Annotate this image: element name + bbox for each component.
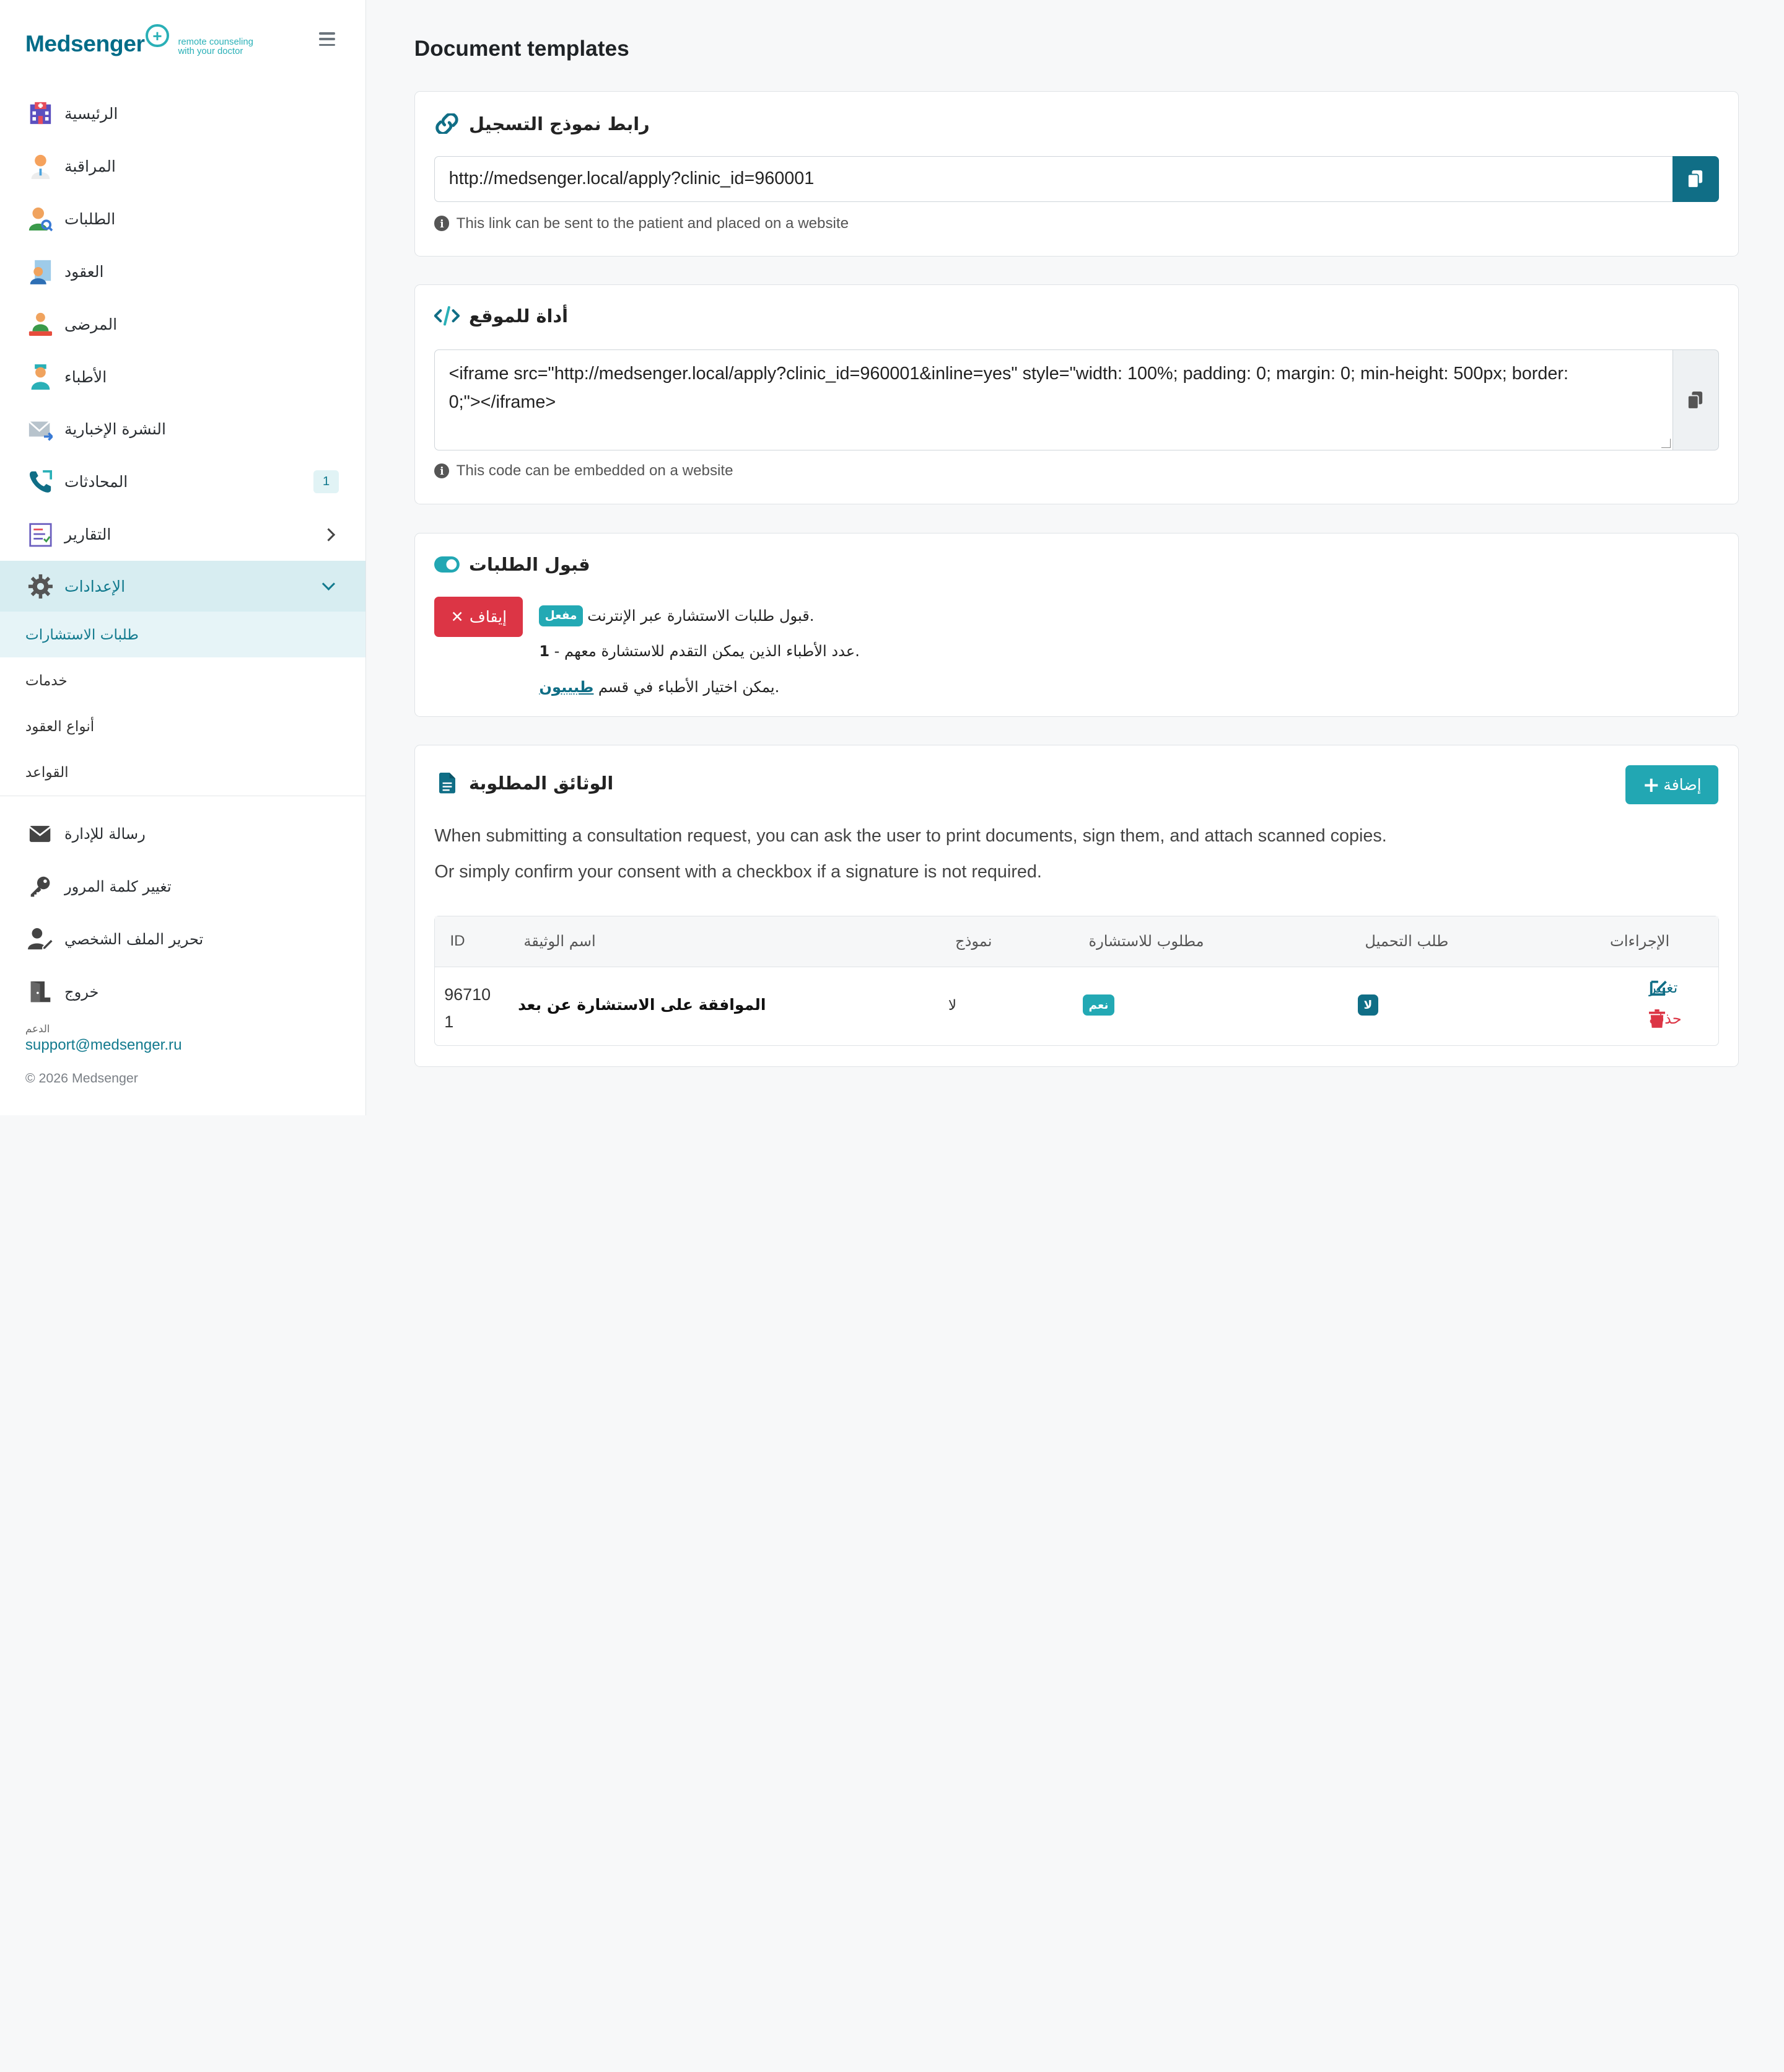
doctors-select-text: يمكن اختيار الأطباء في قسم: [598, 678, 775, 696]
registration-link-card: [414, 91, 1739, 257]
sidebar-item-label: العقود: [64, 262, 104, 281]
cell-form: لا: [948, 996, 957, 1014]
brand[interactable]: [0, 0, 365, 87]
chevron-down-icon: [322, 577, 335, 590]
col-required: مطلوب للاستشارة: [1088, 932, 1204, 950]
subnav-services[interactable]: خدمات: [25, 672, 68, 689]
sidebar-item-label: المرضى: [64, 315, 118, 333]
user-search-icon: [28, 206, 53, 232]
accept-requests-title: [434, 552, 590, 577]
sidebar-item-message-admin[interactable]: [0, 808, 365, 861]
logo-tagline: [178, 38, 253, 56]
sidebar-item-label: الإعدادات: [64, 577, 126, 595]
sidebar-item-label: المراقبة: [64, 157, 116, 175]
add-label: إضافة: [1663, 775, 1702, 794]
sidebar-item-label: الطلبات: [64, 209, 116, 228]
code-icon: [434, 304, 460, 329]
add-document-button[interactable]: [1625, 765, 1718, 804]
doctors-select-line: طبيبون يمكن اختيار الأطباء في قسم .: [539, 678, 780, 696]
required-documents-card: [414, 745, 1739, 1067]
copyright: © 2026 Medsenger: [25, 1070, 138, 1086]
chevron-right-icon: [322, 528, 335, 541]
registration-link-input[interactable]: http://medsenger.local/apply?clinic_id=960001: [434, 156, 1672, 202]
sidebar-item-settings[interactable]: [0, 561, 365, 612]
cell-document-name[interactable]: الموافقة على الاستشارة عن بعد: [518, 996, 766, 1014]
widget-code-line-2: 0;"></iframe>: [448, 392, 556, 413]
user-edit-icon: [28, 926, 53, 952]
info-icon: i: [434, 216, 449, 230]
accept-requests-card: [414, 533, 1739, 717]
copy-icon: [1687, 170, 1703, 188]
hint-text: This link can be sent to the patient and placed on a website: [456, 214, 849, 232]
col-name: اسم الوثيقة: [523, 932, 596, 950]
sidebar-item-label: خروج: [64, 983, 99, 1001]
registration-link-title-text: رابط نموذج التسجيل: [469, 113, 650, 134]
widget-code-field: [434, 349, 1718, 450]
cell-id-line-1: 96710: [444, 985, 491, 1004]
copy-code-button[interactable]: [1672, 349, 1718, 450]
toggle-on-icon: [434, 552, 460, 577]
sidebar-item-doctors[interactable]: [0, 351, 365, 403]
delete-label: حذف: [1649, 1010, 1682, 1028]
patient-icon: [28, 312, 53, 337]
newsletter-icon: [28, 417, 53, 442]
requests-status-line: مفعل قبول طلبات الاستشارة عبر الإنترنت .: [539, 598, 860, 634]
requests-status-text: قبول طلبات الاستشارة عبر الإنترنت: [587, 607, 810, 625]
cell-id-line-2: 1: [444, 1012, 454, 1032]
status-badge: مفعل: [539, 605, 582, 626]
col-upload: طلب التحميل: [1365, 932, 1449, 950]
settings-subnav: [0, 612, 365, 796]
contract-icon: [28, 259, 53, 284]
widget-code-line-1: <iframe src="http://medsenger.local/apply?clinic_id=960001&inline=yes" style="width: 100%; padding: 0; margin: 0; min-height: 500px; border:: [448, 363, 1568, 384]
main-content: [366, 0, 1784, 1115]
sidebar-item-reports[interactable]: [0, 508, 365, 561]
documents-table: [434, 916, 1718, 1046]
report-icon: [28, 522, 53, 547]
sidebar-item-label: رسالة للإدارة: [64, 825, 146, 843]
sidebar-item-chats[interactable]: [0, 455, 365, 508]
phone-icon: [28, 469, 53, 494]
col-id: ID: [450, 932, 465, 949]
cell-required-badge: نعم: [1083, 994, 1114, 1015]
col-form: نموذج: [955, 932, 992, 950]
doctors-count: 1: [539, 643, 550, 661]
doctors-count-line: [539, 634, 860, 670]
doctor-icon: [28, 154, 53, 179]
sidebar: [0, 0, 366, 1115]
logout-door-icon: [28, 979, 53, 1004]
sidebar-item-label: الرئيسية: [64, 105, 118, 123]
sidebar-item-label: التقارير: [64, 525, 112, 544]
registration-link-hint: [434, 215, 849, 232]
required-documents-title: [434, 771, 613, 796]
edit-label: تغيير: [1649, 979, 1678, 997]
subnav-consultation-requests[interactable]: طلبات الاستشارات: [0, 612, 365, 657]
doctors-section-link[interactable]: طبيبون: [539, 678, 594, 696]
widget-title-text: أداة للموقع: [469, 305, 568, 327]
widget-hint: [434, 462, 733, 480]
registration-link-field: [434, 156, 1718, 202]
copy-icon: [1687, 391, 1703, 410]
plus-icon: +: [1642, 772, 1660, 797]
support-label: الدعم: [25, 1022, 50, 1035]
col-actions: الإجراءات: [1610, 932, 1670, 950]
document-icon: [434, 771, 460, 796]
sidebar-item-label: النشرة الإخبارية: [64, 420, 166, 439]
accept-requests-info: [539, 598, 860, 705]
widget-card: [414, 284, 1739, 504]
nurse-icon: [28, 364, 53, 390]
support-email-link[interactable]: support@medsenger.ru: [25, 1037, 182, 1054]
sidebar-item-change-password[interactable]: [0, 861, 365, 913]
widget-title: [434, 304, 568, 329]
documents-description-2: Or simply confirm your consent with a checkbox if a signature is not required.: [434, 861, 1042, 882]
sidebar-bottom-nav: [0, 796, 365, 1018]
sidebar-item-label: المحادثات: [64, 473, 128, 491]
accept-requests-title-text: قبول الطلبات: [469, 554, 590, 576]
sidebar-nav: [0, 87, 365, 612]
sidebar-item-newsletter[interactable]: [0, 403, 365, 456]
required-documents-title-text: الوثائق المطلوبة: [469, 773, 614, 794]
sidebar-item-requests[interactable]: [0, 193, 365, 245]
close-x-icon: ✕: [450, 608, 464, 626]
sidebar-item-label: تحرير الملف الشخصي: [64, 930, 204, 948]
hint-text: This code can be embedded on a website: [456, 462, 733, 479]
delete-document-button[interactable]: [1649, 1009, 1682, 1028]
tagline-line-1: remote counseling: [178, 37, 253, 48]
logo-wordmark: Medsenger: [25, 30, 145, 57]
gear-icon: [28, 574, 53, 599]
doctors-count-text: - عدد الأطباء الذين يمكن التقدم للاستشارة معهم.: [554, 643, 860, 661]
menu-toggle-icon[interactable]: [319, 32, 335, 46]
logo-plus-icon: +: [146, 24, 168, 47]
sidebar-item-patients[interactable]: [0, 298, 365, 351]
table-row: [435, 967, 1718, 1045]
support-block: [25, 1022, 182, 1055]
info-icon: i: [434, 463, 449, 478]
stop-label: إيقاف: [469, 608, 507, 626]
chats-count-badge: 1: [313, 470, 339, 493]
link-icon: [434, 111, 460, 136]
registration-link-title: [434, 111, 649, 136]
key-icon: [28, 874, 53, 900]
envelope-icon: [28, 822, 53, 847]
sidebar-item-label: الأطباء: [64, 367, 107, 386]
hospital-icon: [28, 101, 53, 126]
sidebar-item-contracts[interactable]: [0, 245, 365, 298]
copy-link-button[interactable]: [1672, 156, 1718, 202]
table-header: [435, 916, 1718, 967]
sidebar-item-label: تغيير كلمة المرور: [64, 878, 172, 895]
sidebar-item-edit-profile[interactable]: [0, 913, 365, 965]
tagline-line-2: with your doctor: [178, 46, 243, 57]
documents-description-1: When submitting a consultation request, you can ask the user to print documents, sign them, and attach scanned copies.: [434, 825, 1387, 846]
resize-handle-icon[interactable]: [1661, 439, 1671, 448]
cell-upload-badge: لا: [1358, 994, 1378, 1015]
sidebar-item-monitoring[interactable]: [0, 140, 365, 193]
edit-document-button[interactable]: [1649, 978, 1678, 997]
stop-accepting-button[interactable]: [434, 597, 523, 637]
sidebar-item-home[interactable]: [0, 87, 365, 140]
page-title: Document templates: [414, 37, 629, 61]
subnav-rules[interactable]: القواعد: [25, 764, 69, 781]
subnav-contract-types[interactable]: أنواع العقود: [25, 718, 95, 735]
sidebar-item-logout[interactable]: [0, 965, 365, 1018]
widget-code-textarea[interactable]: [434, 349, 1672, 450]
